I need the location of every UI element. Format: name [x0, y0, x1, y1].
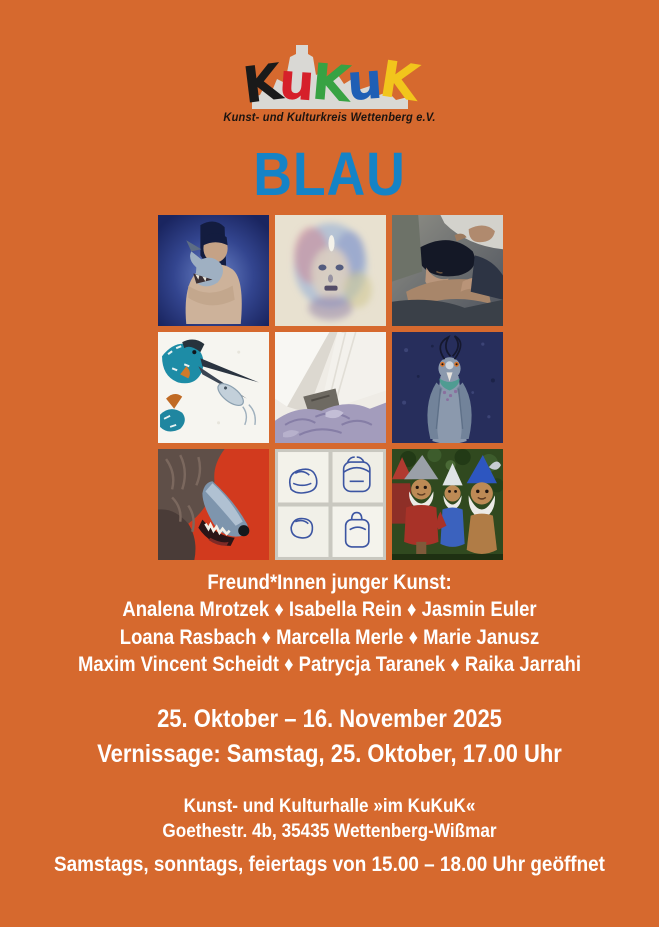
artwork-watercolor-portrait: [275, 215, 386, 326]
artist-line-3: Maxim Vincent Scheidt ♦ Patrycja Taranek ♦ Raika Jarrahi: [77, 653, 581, 677]
figure-embracing-wolf-image: [158, 215, 269, 326]
artwork-pigeon-painting: [392, 332, 503, 443]
vernissage-info: Vernissage: Samstag, 25. Oktober, 17.00 Uhr: [97, 739, 562, 768]
logo-letter-k1: K: [239, 53, 283, 115]
watercolor-portrait-image: [275, 215, 386, 326]
logo-letter-k2: K: [309, 52, 350, 114]
pigeon-painting-image: [392, 332, 503, 443]
wolf-head-on-red-image: [158, 449, 269, 560]
artwork-kingfisher-watercolor: [158, 332, 269, 443]
dates-block: [40, 702, 620, 771]
garden-gnomes-photo-image: [392, 449, 503, 560]
artist-line-1: Analena Mrotzek ♦ Isabella Rein ♦ Jasmin Euler: [122, 598, 537, 622]
artists-block: [40, 569, 620, 679]
logo-wordmark: [0, 49, 659, 115]
artwork-figure-embracing-wolf: [158, 215, 269, 326]
tagline-text: Freund*Innen junger Kunst:: [207, 571, 452, 594]
logo-letter-k3: K: [375, 49, 421, 113]
venue-block: [40, 794, 620, 844]
logo-subtitle: Kunst- und Kulturkreis Wettenberg e.V.: [223, 112, 436, 124]
exhibition-title: BLAU: [253, 140, 406, 208]
artwork-garden-gnomes-photo: [392, 449, 503, 560]
sleeping-figure-image: [392, 215, 503, 326]
kingfisher-watercolor-image: [158, 332, 269, 443]
draped-bed-photo-image: [275, 332, 386, 443]
venue-name: Kunst- und Kulturhalle »im KuKuK«: [183, 795, 476, 817]
artwork-wolf-head-on-red: [158, 449, 269, 560]
artwork-draped-bed-photo: [275, 332, 386, 443]
opening-hours: Samstags, sonntags, feiertags von 15.00 – 18.00 Uhr geöffnet: [54, 852, 605, 876]
artwork-grid: [158, 215, 503, 560]
logo-letter-u1: u: [277, 51, 314, 113]
artist-line-2: Loana Rasbach ♦ Marcella Merle ♦ Marie Janusz: [119, 625, 540, 649]
venue-address: Goethestr. 4b, 35435 Wettenberg-Wißmar: [162, 819, 497, 842]
logo-letter-u2: u: [345, 51, 382, 113]
backpack-sketches-image: [275, 449, 386, 560]
exhibition-date-range: 25. Oktober – 16. November 2025: [157, 705, 502, 733]
artwork-blue-ink-backpack-sketches: [275, 449, 386, 560]
artwork-sleeping-figure: [392, 215, 503, 326]
